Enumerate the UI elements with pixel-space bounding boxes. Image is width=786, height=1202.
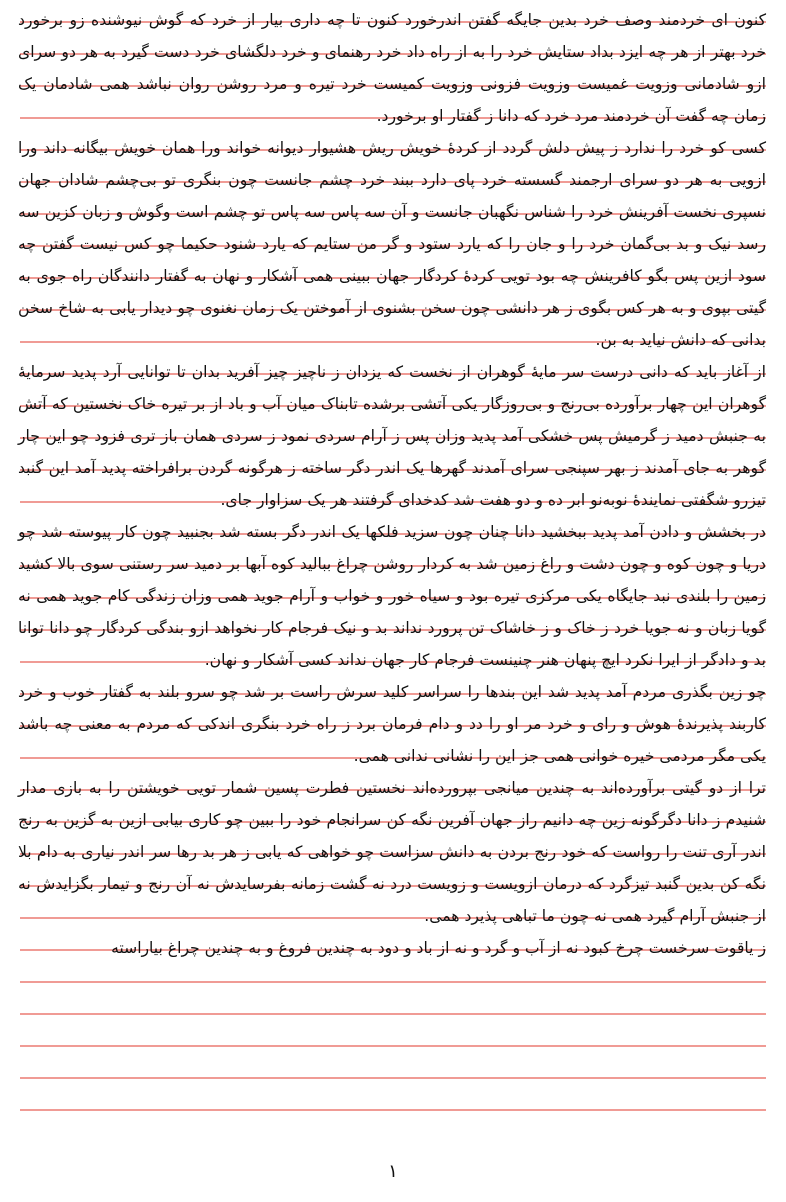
page-number: ۱: [388, 1161, 398, 1182]
paragraph-6: ترا از دو گیتی برآورده‌اند به چندین میانجی بپرورده‌اند نخستین فطرت پسین شمار تویی خویشتن را به بازی مدار شنیدم ز دانا دگرگونه زین چه دانیم راز جهان آفرین نگه کن سرانجام خود را ببین چو کاری بیابی ازین به گزین به رنج اندر آری تنت را رواست که خود رنج بردن به دانش سزاست چو خواهی که یابی ز هر بد رها سر اندر نیاری به دام بلا نگه کن بدین گنبد تیزگرد که درمان ازویست و زویست درد نه گشت زمانه بفرسایدش نه آن رنج و تیمار بگزایدش نه از جنبش آرام گیرد همی نه چون ما تباهی پذیرد همی.: [18, 779, 766, 925]
paragraph-3: از آغاز باید که دانی درست سر مایهٔ گوهران از نخست که یزدان ز ناچیز چیز آفرید بدان تا توانایی آرد پدید سرمایهٔ گوهران این چهار برآورده بی‌رنج و بی‌روزگار یکی آتشی برشده تابناک میان آب و باد از بر تیره خاک نخستین که آتش به جنبش دمید ز گرمیش پس خشکی آمد پدید وزان پس ز آرام سردی نمود ز سردی همان باز تری فزود چو این چار گوهر به جای آمدند ز بهر سپنجی سرای آمدند گهرها یک اندر دگر ساخته ز هرگونه گردن برافراخته پدید آمد این گنبد تیزرو شگفتی نمایندهٔ نوبه‌نو ابر ده و دو هفت شد کدخدای گرفتند هر یک سزاوار جای.: [18, 363, 766, 509]
paragraph-5: چو زین بگذری مردم آمد پدید شد این بندها را سراسر کلید سرش راست بر شد چو سرو بلند به گفتار خوب و خرد کاربند پذیرندهٔ هوش و رای و خرد مر او را دد و دام فرمان برد ز راه خرد بنگری اندکی که مردم به معنی چه باشد یکی مگر مردمی خیره خوانی همی جز این را نشانی ندانی همی.: [18, 683, 766, 765]
paragraph-1: کنون ای خردمند وصف خرد بدین جایگه گفتن اندرخورد کنون تا چه داری بیار از خرد که گوش نیوشنده زو برخورد خرد بهتر از هر چه ایزد بداد ستایش خرد را به از راه داد خرد رهنمای و خرد دلگشای خرد دست گیرد به هر دو سرای ازو شادمانی وزویت غمیست وزویت فزونی وزویت کمیست خرد تیره و مرد روشن روان نباشد همی شادمان یک زمان چه گفت آن خردمند مرد خرد که دانا ز گفتار او برخورد.: [18, 11, 766, 125]
paragraph-2: کسی کو خرد را ندارد ز پیش دلش گردد از کردهٔ خویش ریش هشیوار دیوانه خواند ورا همان خویش بیگانه داند ورا ازویی به هر دو سرای ارجمند گسسته خرد پای دارد ببند خرد چشم جانست چون بنگری تو بی‌چشم شادان جهان نسپری نخست آفرینش خرد را شناس نگهبان جانست و آن سه پاس سه پاس تو چشم است وگوش و زبان کزین سه رسد نیک و بد بی‌گمان خرد را و جان را که یارد ستود و گر من ستایم که یارد شنود حکیما چو کس نیست گفتن چه سود ازین پس بگو کافرینش چه بود تویی کردهٔ کردگار جهان ببینی همی آشکار و نهان به گفتار دانندگان راه جوی به گیتی بپوی و به هر کس بگوی ز هر دانشی چون سخن بشنوی از آموختن یک زمان نغنوی چو دیدار یابی به شاخ سخن بدانی که دانش نیاید به بن.: [18, 139, 766, 349]
paragraph-7: ز یاقوت سرخست چرخ کبود نه از آب و گرد و نه از باد و دود به چندین فروغ و به چندین چراغ بیاراسته: [111, 939, 766, 957]
text-body: [18, 4, 766, 964]
paragraph-4: در بخشش و دادن آمد پدید ببخشید دانا چنان چون سزید فلکها یک اندر دگر بسته شد بجنبید چون کار پیوسته شد چو دریا و چون کوه و چون دشت و راغ زمین شد به کردار روشن چراغ ببالید کوه آبها بر دمید سر رستنی سوی بالا کشید زمین را بلندی نبد جایگاه یکی مرکزی تیره بود و سیاه خور و خواب و آرام جوید همی وزان زندگی کام جوید همی نه گویا زبان و نه جویا خرد ز خاک و ز خاشاک تن پرورد نداند بد و نیک فرجام کار نخواهد ازو بندگی کردگار چو دانا توانا بد و دادگر از ایرا نکرد ایچ پنهان هنر چنینست فرجام کار جهان نداند کسی آشکار و نهان.: [18, 523, 766, 669]
